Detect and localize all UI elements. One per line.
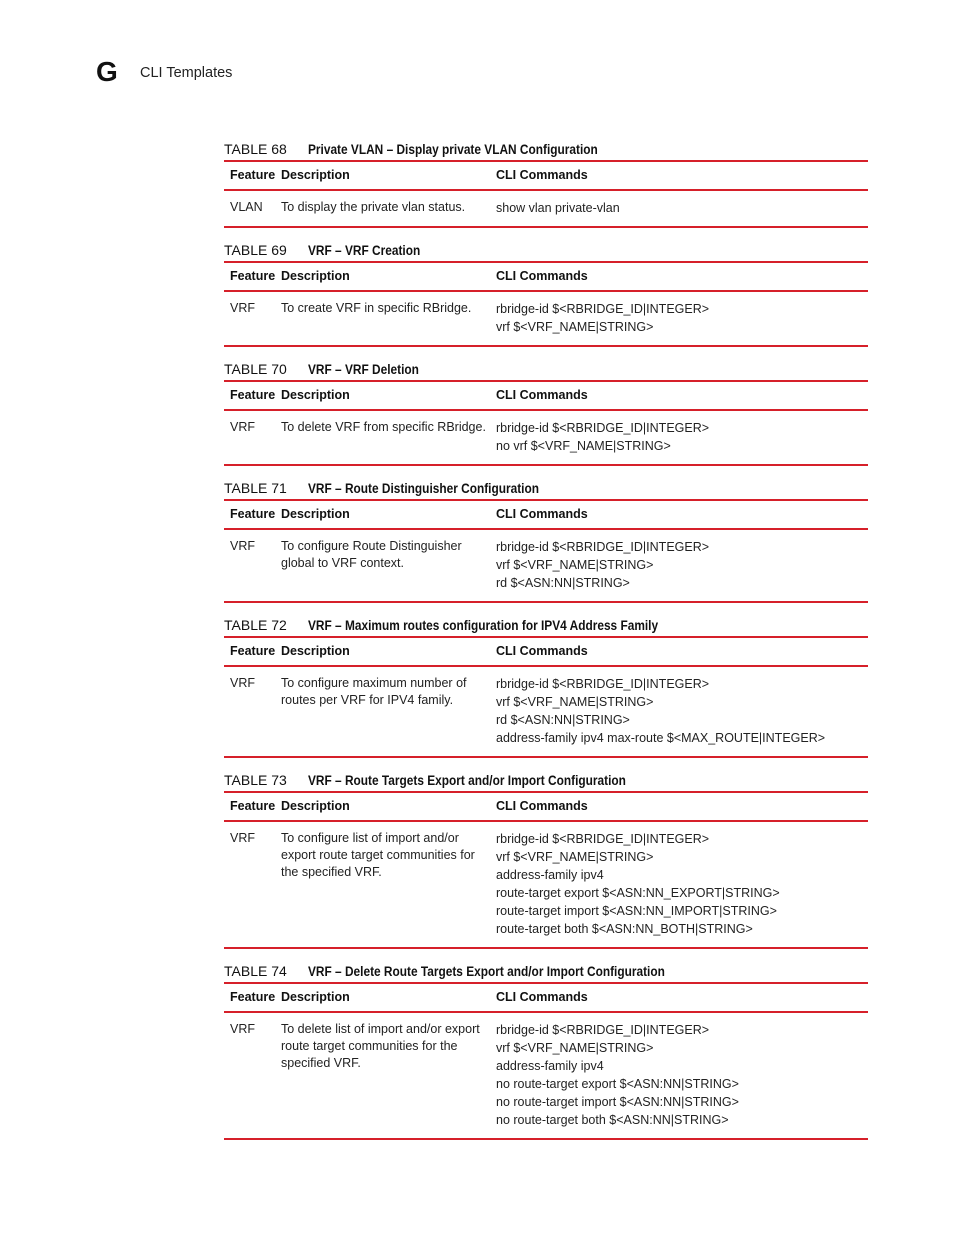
column-header-cli-commands: CLI Commands <box>496 507 588 521</box>
cli-command: vrf $<VRF_NAME|STRING> <box>496 850 654 864</box>
feature-cell: VLAN <box>230 200 263 214</box>
cli-command: show vlan private-vlan <box>496 201 620 215</box>
section-title: CLI Templates <box>140 65 233 81</box>
column-header-cli-commands: CLI Commands <box>496 269 588 283</box>
table-header-row <box>224 638 868 665</box>
feature-cell: VRF <box>230 676 255 690</box>
table-number: TABLE 68 <box>224 141 287 157</box>
table-bottom-rule <box>224 756 868 758</box>
column-header-description: Description <box>281 388 350 402</box>
cli-command: rbridge-id $<RBRIDGE_ID|INTEGER> <box>496 677 710 691</box>
cli-commands-cell <box>496 675 868 747</box>
table-row <box>224 822 868 947</box>
column-header-description: Description <box>281 990 350 1004</box>
table-title: VRF – Route Distinguisher Configuration <box>308 481 539 496</box>
table-bottom-rule <box>224 1138 868 1140</box>
column-header-cli-commands: CLI Commands <box>496 388 588 402</box>
table-header-row <box>224 382 868 409</box>
table-header-row <box>224 162 868 189</box>
table-number: TABLE 73 <box>224 772 287 788</box>
feature-cell: VRF <box>230 301 255 315</box>
cli-command: address-family ipv4 <box>496 1059 604 1073</box>
table-caption <box>224 767 868 791</box>
table-bottom-rule <box>224 464 868 466</box>
cli-command: no route-target import $<ASN:NN|STRING> <box>496 1095 739 1109</box>
column-header-feature: Feature <box>230 269 276 283</box>
cli-commands-cell <box>496 538 868 592</box>
cli-command: route-target import $<ASN:NN_IMPORT|STRING> <box>496 904 777 918</box>
column-header-feature: Feature <box>230 799 276 813</box>
table-number: TABLE 69 <box>224 242 287 258</box>
cli-commands-cell <box>496 419 868 455</box>
column-header-cli-commands: CLI Commands <box>496 644 588 658</box>
table-title: Private VLAN – Display private VLAN Configuration <box>308 142 598 157</box>
table-caption <box>224 958 868 982</box>
table-caption <box>224 136 868 160</box>
column-header-feature: Feature <box>230 644 276 658</box>
cli-command: rbridge-id $<RBRIDGE_ID|INTEGER> <box>496 832 710 846</box>
cli-command: no route-target both $<ASN:NN|STRING> <box>496 1113 729 1127</box>
table-bottom-rule <box>224 601 868 603</box>
table-number: TABLE 74 <box>224 963 287 979</box>
cli-command: rbridge-id $<RBRIDGE_ID|INTEGER> <box>496 302 710 316</box>
column-header-feature: Feature <box>230 168 276 182</box>
feature-cell: VRF <box>230 831 255 845</box>
description-cell: To create VRF in specific RBridge. <box>281 301 472 315</box>
description-cell: To configure list of import and/or export route target communities for the specified VRF. <box>281 831 475 879</box>
table-header-row <box>224 984 868 1011</box>
table-row <box>224 292 868 345</box>
column-header-cli-commands: CLI Commands <box>496 990 588 1004</box>
cli-command: vrf $<VRF_NAME|STRING> <box>496 1041 654 1055</box>
description-cell: To display the private vlan status. <box>281 200 466 214</box>
table-row <box>224 667 868 756</box>
table-number: TABLE 71 <box>224 480 287 496</box>
cli-commands-cell <box>496 199 868 217</box>
table-title: VRF – VRF Creation <box>308 243 421 258</box>
column-header-cli-commands: CLI Commands <box>496 799 588 813</box>
cli-command: no route-target export $<ASN:NN|STRING> <box>496 1077 739 1091</box>
column-header-feature: Feature <box>230 388 276 402</box>
cli-command: vrf $<VRF_NAME|STRING> <box>496 695 654 709</box>
table-title: VRF – Delete Route Targets Export and/or Import Configuration <box>308 964 665 979</box>
cli-table <box>224 767 868 949</box>
cli-command: vrf $<VRF_NAME|STRING> <box>496 558 654 572</box>
column-header-feature: Feature <box>230 990 276 1004</box>
column-header-description: Description <box>281 507 350 521</box>
description-cell: To configure maximum number of routes per VRF for IPV4 family. <box>281 676 467 707</box>
table-bottom-rule <box>224 947 868 949</box>
cli-commands-cell <box>496 1021 868 1129</box>
table-number: TABLE 70 <box>224 361 287 377</box>
description-cell: To configure Route Distinguisher global to VRF context. <box>281 539 462 570</box>
cli-command: route-target both $<ASN:NN_BOTH|STRING> <box>496 922 753 936</box>
cli-command: rbridge-id $<RBRIDGE_ID|INTEGER> <box>496 540 710 554</box>
table-title: VRF – Route Targets Export and/or Import Configuration <box>308 773 626 788</box>
cli-table <box>224 136 868 228</box>
table-header-row <box>224 263 868 290</box>
cli-command: address-family ipv4 max-route $<MAX_ROUTE|INTEGER> <box>496 731 826 745</box>
table-row <box>224 411 868 464</box>
cli-table <box>224 356 868 466</box>
description-cell: To delete VRF from specific RBridge. <box>281 420 486 434</box>
cli-command: rd $<ASN:NN|STRING> <box>496 713 630 727</box>
chapter-letter: G <box>96 56 118 87</box>
table-number: TABLE 72 <box>224 617 287 633</box>
column-header-description: Description <box>281 269 350 283</box>
feature-cell: VRF <box>230 1022 255 1036</box>
cli-command: rd $<ASN:NN|STRING> <box>496 576 630 590</box>
cli-command: no vrf $<VRF_NAME|STRING> <box>496 439 671 453</box>
column-header-description: Description <box>281 799 350 813</box>
table-header-row <box>224 501 868 528</box>
table-title: VRF – VRF Deletion <box>308 362 419 377</box>
cli-command: vrf $<VRF_NAME|STRING> <box>496 320 654 334</box>
feature-cell: VRF <box>230 420 255 434</box>
table-header-row <box>224 793 868 820</box>
table-caption <box>224 237 868 261</box>
cli-command: rbridge-id $<RBRIDGE_ID|INTEGER> <box>496 421 710 435</box>
table-row <box>224 530 868 601</box>
table-caption <box>224 612 868 636</box>
column-header-description: Description <box>281 168 350 182</box>
cli-table <box>224 958 868 1140</box>
cli-commands-cell <box>496 830 868 938</box>
table-caption <box>224 475 868 499</box>
column-header-cli-commands: CLI Commands <box>496 168 588 182</box>
table-title: VRF – Maximum routes configuration for IPV4 Address Family <box>308 618 659 633</box>
table-row <box>224 1013 868 1138</box>
table-row <box>224 191 868 226</box>
cli-table <box>224 237 868 347</box>
feature-cell: VRF <box>230 539 255 553</box>
cli-table <box>224 612 868 758</box>
table-caption <box>224 356 868 380</box>
description-cell: To delete list of import and/or export route target communities for the specified VRF. <box>281 1022 480 1070</box>
cli-command: rbridge-id $<RBRIDGE_ID|INTEGER> <box>496 1023 710 1037</box>
cli-command: address-family ipv4 <box>496 868 604 882</box>
table-bottom-rule <box>224 226 868 228</box>
cli-commands-cell <box>496 300 868 336</box>
column-header-description: Description <box>281 644 350 658</box>
table-bottom-rule <box>224 345 868 347</box>
cli-command: route-target export $<ASN:NN_EXPORT|STRING> <box>496 886 780 900</box>
cli-table <box>224 475 868 603</box>
tables-container <box>224 136 868 1149</box>
column-header-feature: Feature <box>230 507 276 521</box>
